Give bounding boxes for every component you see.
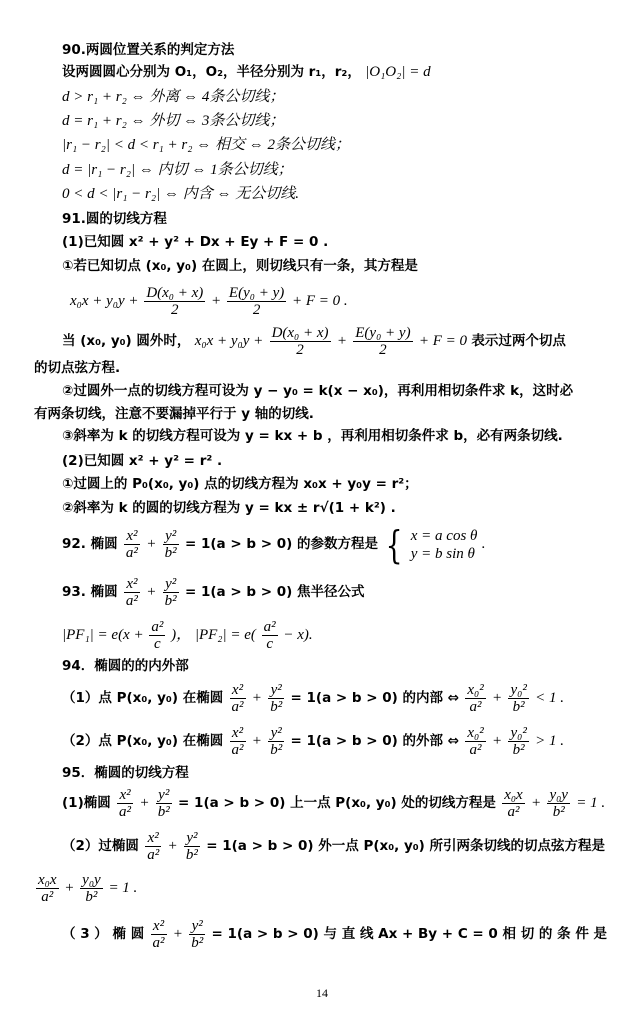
tangent-equation-2: 当 (x₀, y₀) 圆外时， x₀x + y₀y + $\frac{\text{D(x₀ + x)}}{2}$ + $\frac{\text{E(y₀ + y)}}{2}$ + F = 0 表示过两个切点: [62, 325, 566, 358]
page-number: 14: [316, 986, 328, 1000]
section-90-line-2: d = r₁ + r₂ ⇔ 外切 ⇔ 3条公切线；: [62, 113, 285, 129]
section-90-line-4: d = |r₁ − r₂| ⇔ 内切 ⇔ 1条公切线；: [62, 162, 293, 178]
section-91-case-1a: ①若已知切点 (x₀, y₀) 在圆上，则切线只有一条，其方程是: [62, 258, 418, 274]
section-91-case-1b-cont: 有两条切线，注意不要漏掉平行于 y 轴的切线.: [34, 406, 314, 422]
section-94-line-2: （2）点 P(x₀, y₀) 在椭圆 $\frac{\text{x²}}{\text{a²}}$ + $\frac{\text{y²}}{\text{b²}}$ = 1(a > b > 0) 的外部 ⇔ $\frac{\text{x₀²}}{\text{a²}}$ + $\frac{\text{y₀²}}{\text{b²}}$ > 1 .: [62, 725, 564, 758]
fraction: $\frac{\text{y²}}{\text{b²}}$: [164, 576, 177, 609]
section-95-line-2: （2）过椭圆 $\frac{\text{x²}}{\text{a²}}$ + $\frac{\text{y²}}{\text{b²}}$ = 1(a > b > 0) 外一点 P(x₀, y₀) 所引两条切线的切点弦方程是: [62, 830, 606, 863]
section-93: 93. 椭圆 $\frac{\text{x²}}{\text{a²}}$ + $\frac{\text{y²}}{\text{b²}}$ = 1(a > b > 0) 焦半径公式: [62, 576, 365, 609]
section-90-line-3: |r₁ − r₂| < d < r₁ + r₂ ⇔ 相交 ⇔ 2条公切线；: [62, 137, 350, 153]
section-95-line-1: (1)椭圆 $\frac{\text{x²}}{\text{a²}}$ + $\frac{\text{y²}}{\text{b²}}$ = 1(a > b > 0) 上一点 P(x₀, y₀) 处的切线方程是 $\frac{\text{x₀x}}{\text{a²}}$ + $\frac{\text{y₀y}}{\text{b²}}$ = 1 .: [62, 787, 606, 820]
section-95-line-2-cont: $\frac{\text{x₀x}}{\text{a²}}$ + $\frac{\text{y₀y}}{\text{b²}}$ = 1 .: [38, 872, 138, 906]
section-90-line-5: 0 < d < |r₁ − r₂| ⇔ 内含 ⇔ 无公切线.: [62, 186, 299, 202]
fraction: $\frac{\text{E(y₀ + y)}}{2}$: [228, 285, 285, 319]
fraction: $\frac{\text{y²}}{\text{b²}}$: [164, 528, 177, 561]
section-94-title: 94．椭圆的的内外部: [62, 658, 189, 674]
section-92: 92. 椭圆 $\frac{\text{x²}}{\text{a²}}$ + $\frac{\text{y²}}{\text{b²}}$ = 1(a > b > 0) 的参数方程是 { x = a cos θ y = b sin θ .: [62, 522, 486, 567]
fraction: $\frac{\text{D(x₀ + x)}}{2}$: [271, 325, 329, 358]
parametric-system: x = a cos θ y = b sin θ: [410, 527, 478, 562]
section-91-case-1: (1)已知圆 x² + y² + Dx + Ey + F = 0 .: [62, 234, 329, 250]
section-90-intro: 设两圆圆心分别为 O₁，O₂，半径分别为 r₁，r₂， |O₁O₂| = d: [62, 64, 431, 80]
section-91-case-1b: ②过圆外一点的切线方程可设为 y − y₀ = k(x − x₀)，再利用相切条件求 k，这时必: [62, 383, 574, 399]
section-91-title: 91.圆的切线方程: [62, 211, 167, 227]
section-95-title: 95．椭圆的切线方程: [62, 765, 189, 781]
section-95-line-3: （ 3 ） 椭 圆 $\frac{\text{x²}}{\text{a²}}$ + $\frac{\text{y²}}{\text{b²}}$ = 1(a > b > 0) 与 直 线 Ax + By + C = 0 相 切 的 条 件 是: [62, 918, 608, 951]
tangent-equation-1: x₀x + y₀y + $\frac{\text{D(x₀ + x)}}{2}$ + $\frac{\text{E(y₀ + y)}}{2}$ + F = 0 .: [70, 285, 348, 319]
fraction: $\frac{\text{a²}}{c}$: [151, 619, 164, 653]
focal-radius-formula: |PF₁| = e(x + $\frac{\text{a²}}{c}$ )， |PF₂| = e( $\frac{\text{a²}}{c}$ − x).: [62, 619, 313, 653]
section-91-chord: 的切点弦方程.: [34, 360, 121, 376]
section-90-title: 90.两圆位置关系的判定方法: [62, 42, 235, 58]
section-91-case-1c: ③斜率为 k 的切线方程可设为 y = kx + b ，再利用相切条件求 b，必有两条切线.: [62, 428, 563, 444]
fraction: $\frac{\text{a²}}{c}$: [263, 619, 276, 653]
section-91-case-2a: ①过圆上的 P₀(x₀, y₀) 点的切线方程为 x₀x + y₀y = r²；: [62, 476, 418, 492]
fraction: $\frac{\text{x²}}{\text{a²}}$: [125, 576, 138, 609]
section-91-case-2b: ②斜率为 k 的圆的切线方程为 y = kx ± r√(1 + k²) .: [62, 500, 396, 516]
fraction: $\frac{\text{E(y₀ + y)}}{2}$: [355, 325, 411, 358]
section-90-line-1: d > r₁ + r₂ ⇔ 外离 ⇔ 4条公切线；: [62, 89, 285, 105]
fraction: $\frac{\text{x²}}{\text{a²}}$: [125, 528, 138, 561]
section-91-case-2: (2)已知圆 x² + y² = r² .: [62, 453, 223, 469]
left-brace: {: [385, 522, 403, 567]
fraction: $\frac{\text{D(x₀ + x)}}{2}$: [146, 285, 204, 319]
section-94-line-1: （1）点 P(x₀, y₀) 在椭圆 $\frac{\text{x²}}{\text{a²}}$ + $\frac{\text{y²}}{\text{b²}}$ = 1(a > b > 0) 的内部 ⇔ $\frac{\text{x₀²}}{\text{a²}}$ + $\frac{\text{y₀²}}{\text{b²}}$ < 1 .: [62, 682, 564, 715]
